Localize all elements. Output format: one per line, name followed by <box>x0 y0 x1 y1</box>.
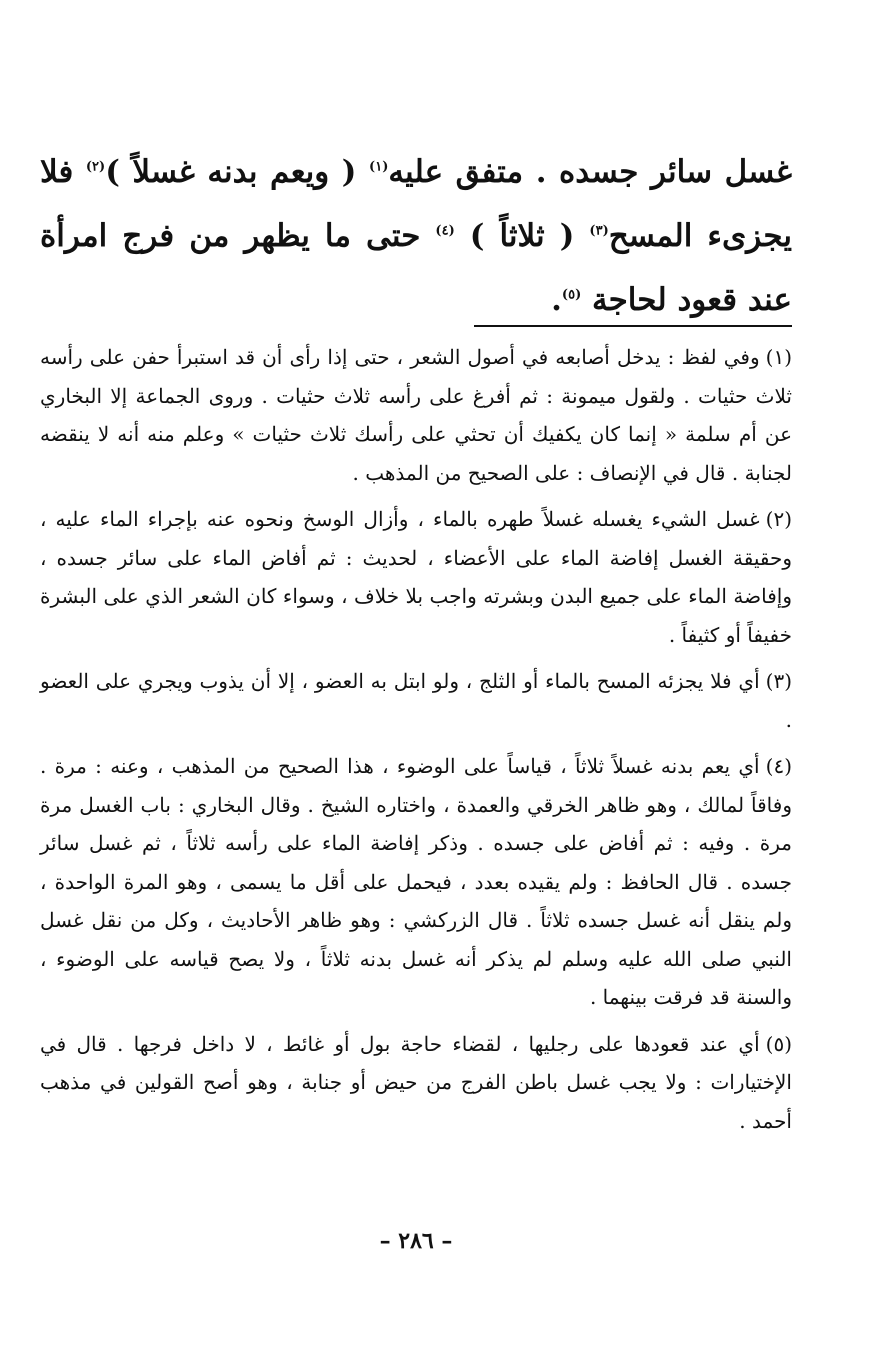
footnote-ref-5: (٥) <box>561 287 582 303</box>
main-text-part-5: حتى ما يظهر من فرج امرأة عند قعود لحاجة <box>40 218 792 318</box>
footnotes <box>40 338 792 1148</box>
main-text-part-1: غسل سائر جسده . متفق عليه <box>388 154 793 190</box>
footnote-text: وفي لفظ : يدخل أصابعه في أصول الشعر ، حتى إذا رأى أن قد استبرأ حفن على رأسه ثلاث حثيات . ولقول ميمونة : ثم أفرغ على رأسه ثلاث حثيات . وروى الجماعة إلا البخاري عن أم سلمة « إنما كان يكفيك أن تحثي على رأسك ثلاث حثيات » وعلم منه أنه لا ينقضه لجنابة . قال في الإنصاف : على الصحيح من المذهب . <box>40 345 793 485</box>
footnote-text: أي عند قعودها على رجليها ، لقضاء حاجة بول أو غائط ، لا داخل فرجها . قال في الإختيارات : ولا يجب غسل باطن الفرج من حيض أو جنابة ، وهو أصح القولين في مذهب أحمد . <box>40 1031 792 1133</box>
footnote-3 <box>40 662 792 739</box>
footnote-ref-3: (٣) <box>589 223 609 239</box>
footnote-number: (٤) <box>765 754 792 778</box>
footnote-5 <box>40 1025 792 1141</box>
footnote-text: أي يعم بدنه غسلاً ثلاثاً ، قياساً على الوضوء ، هذا الصحيح من المذهب ، وعنه : مرة . وفاقاً لمالك ، وهو ظاهر الخرقي والعمدة ، واختاره الشيخ . وقال البخاري : باب الغسل مرة مرة . وفيه : ثم أفاض على جسده . وذكر إفاضة الماء على رأسه ثلاثاً ، ثم غسل سائر جسده . قال الحافظ : ولم يقيده بعدد ، فيحمل على أقل ما يسمى ، وهو المرة الواحدة ، ولم ينقل أنه غسل جسده ثلاثاً . قال الزركشي : وهو ظاهر الأحاديث ، وكل من نقل غسل النبي صلى الله عليه وسلم لم يذكر أنه غسل بدنه ثلاثاً ، ولا يصح قياسه على الوضوء ، والسنة قد فرقت بينهما . <box>40 754 792 1009</box>
footnote-divider <box>474 325 792 327</box>
footnote-text: أي فلا يجزئه المسح بالماء أو الثلج ، ولو ابتل به العضو ، إلا أن يذوب ويجري على العضو . <box>40 669 792 732</box>
page-number: – ٢٨٦ – <box>379 1228 453 1254</box>
footnote-number: (٥) <box>765 1031 793 1056</box>
footnote-number: (٢) <box>765 507 792 531</box>
main-text-part-4: ( ثلاثاً ) <box>454 218 590 254</box>
main-text-part-2: ( ويعم بدنه غسلاً ) <box>105 154 370 190</box>
footnote-4 <box>40 747 792 1017</box>
main-text <box>40 140 792 332</box>
footnote-ref-2: (٢) <box>85 159 106 175</box>
footnote-ref-1: (١) <box>369 159 389 175</box>
footnote-number: (١) <box>765 345 792 369</box>
main-text-part-6: . <box>551 282 562 318</box>
footnote-text: غسل الشيء يغسله غسلاً طهره بالماء ، وأزال الوسخ ونحوه عنه بإجراء الماء عليه ، وحقيقة الغسل إفاضة الماء على الأعضاء ، لحديث : ثم أفاض الماء على سائر جسده ، وإفاضة الماء على جميع البدن وبشرته واجب بلا خلاف ، وسواء كان الشعر الذي على البشرة خفيفاً أو كثيفاً . <box>40 507 792 647</box>
footnote-1 <box>40 338 792 492</box>
main-text-part-3: فلا يجزىء المسح <box>40 154 792 254</box>
footnote-number: (٣) <box>765 669 792 693</box>
footnote-2 <box>40 500 792 654</box>
footnote-ref-4: (٤) <box>435 223 455 239</box>
book-page <box>40 0 792 1346</box>
